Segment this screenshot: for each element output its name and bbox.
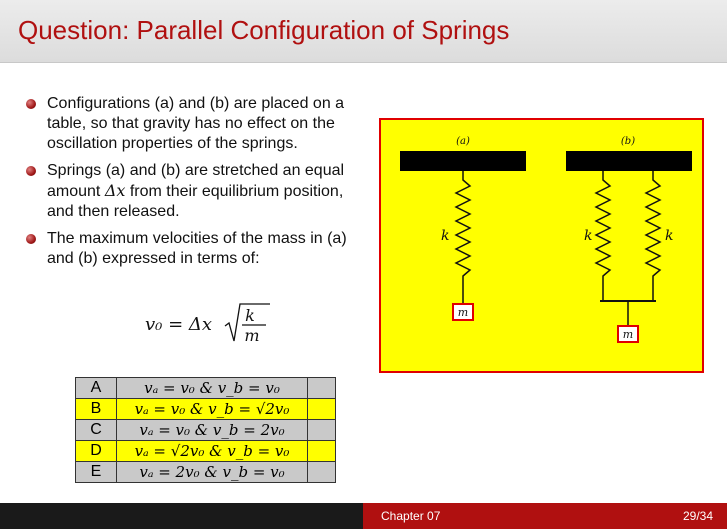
wall-a xyxy=(400,151,526,171)
answer-table xyxy=(75,377,336,483)
answer-row xyxy=(76,378,336,399)
answer-letter: A xyxy=(76,378,117,399)
config-b-label: (b) xyxy=(620,136,636,147)
bullet-text: Springs (a) and (b) are stretched an equal amount xyxy=(47,162,345,200)
bullet-text: from their equilibrium position, and then released. xyxy=(47,183,344,220)
footer-bar xyxy=(0,503,727,529)
answer-letter: C xyxy=(76,420,117,441)
answer-letter: B xyxy=(76,399,117,420)
mass-b-label: m xyxy=(622,328,634,341)
velocity-formula xyxy=(145,300,275,351)
footer-left-block xyxy=(0,503,363,529)
bullet-item xyxy=(26,161,371,222)
answer-row xyxy=(76,399,336,420)
bullet-dot-icon xyxy=(26,99,36,109)
bullet-dot-icon xyxy=(26,234,36,244)
formula-lhs: v₀ = Δx xyxy=(145,314,213,335)
mass-a-label: m xyxy=(457,306,469,319)
spring-a xyxy=(456,171,470,304)
answer-blank-cell xyxy=(308,378,336,399)
spring-b-left xyxy=(596,171,610,301)
formula-numerator: k xyxy=(245,306,255,325)
answer-blank-cell xyxy=(308,462,336,483)
bullet-item xyxy=(26,229,371,269)
footer-page-number: 29/34 xyxy=(682,509,713,523)
bullet-item xyxy=(26,94,371,154)
answer-blank-cell xyxy=(308,441,336,462)
answer-expression: vₐ = v₀ & v_b = 2v₀ xyxy=(117,420,308,441)
wall-b xyxy=(566,151,692,171)
answer-letter: E xyxy=(76,462,117,483)
footer-chapter: Chapter 07 xyxy=(381,509,441,523)
spring-b-right-k-label: k xyxy=(665,228,674,244)
spring-a-k-label: k xyxy=(441,228,450,244)
config-a-label: (a) xyxy=(456,136,470,147)
answer-row xyxy=(76,441,336,462)
title-bar xyxy=(0,0,727,63)
bullet-dot-icon xyxy=(26,166,36,176)
bullet-text: The maximum velocities of the mass in (a) and (b) expressed in terms of: xyxy=(47,230,347,267)
answer-row xyxy=(76,462,336,483)
answer-expression: vₐ = v₀ & v_b = v₀ xyxy=(117,378,308,399)
spring-diagram xyxy=(381,120,706,375)
answer-expression: vₐ = √2v₀ & v_b = v₀ xyxy=(117,441,308,462)
formula-denominator: m xyxy=(244,326,260,345)
spring-b-right xyxy=(646,171,660,301)
answer-expression: vₐ = v₀ & v_b = √2v₀ xyxy=(117,399,308,420)
displacement-symbol: Δx xyxy=(104,181,126,200)
slide-title: Question: Parallel Configuration of Springs xyxy=(18,15,510,45)
bullet-text: Configurations (a) and (b) are placed on a table, so that gravity has no effect on the oscillation properties of the springs. xyxy=(47,95,345,152)
spring-figure xyxy=(379,118,704,373)
answer-blank-cell xyxy=(308,399,336,420)
spring-b-left-k-label: k xyxy=(584,228,593,244)
bullet-list xyxy=(26,94,371,276)
answer-letter: D xyxy=(76,441,117,462)
answer-expression: vₐ = 2v₀ & v_b = v₀ xyxy=(117,462,308,483)
answer-row xyxy=(76,420,336,441)
answer-blank-cell xyxy=(308,420,336,441)
velocity-formula-svg xyxy=(145,300,275,346)
